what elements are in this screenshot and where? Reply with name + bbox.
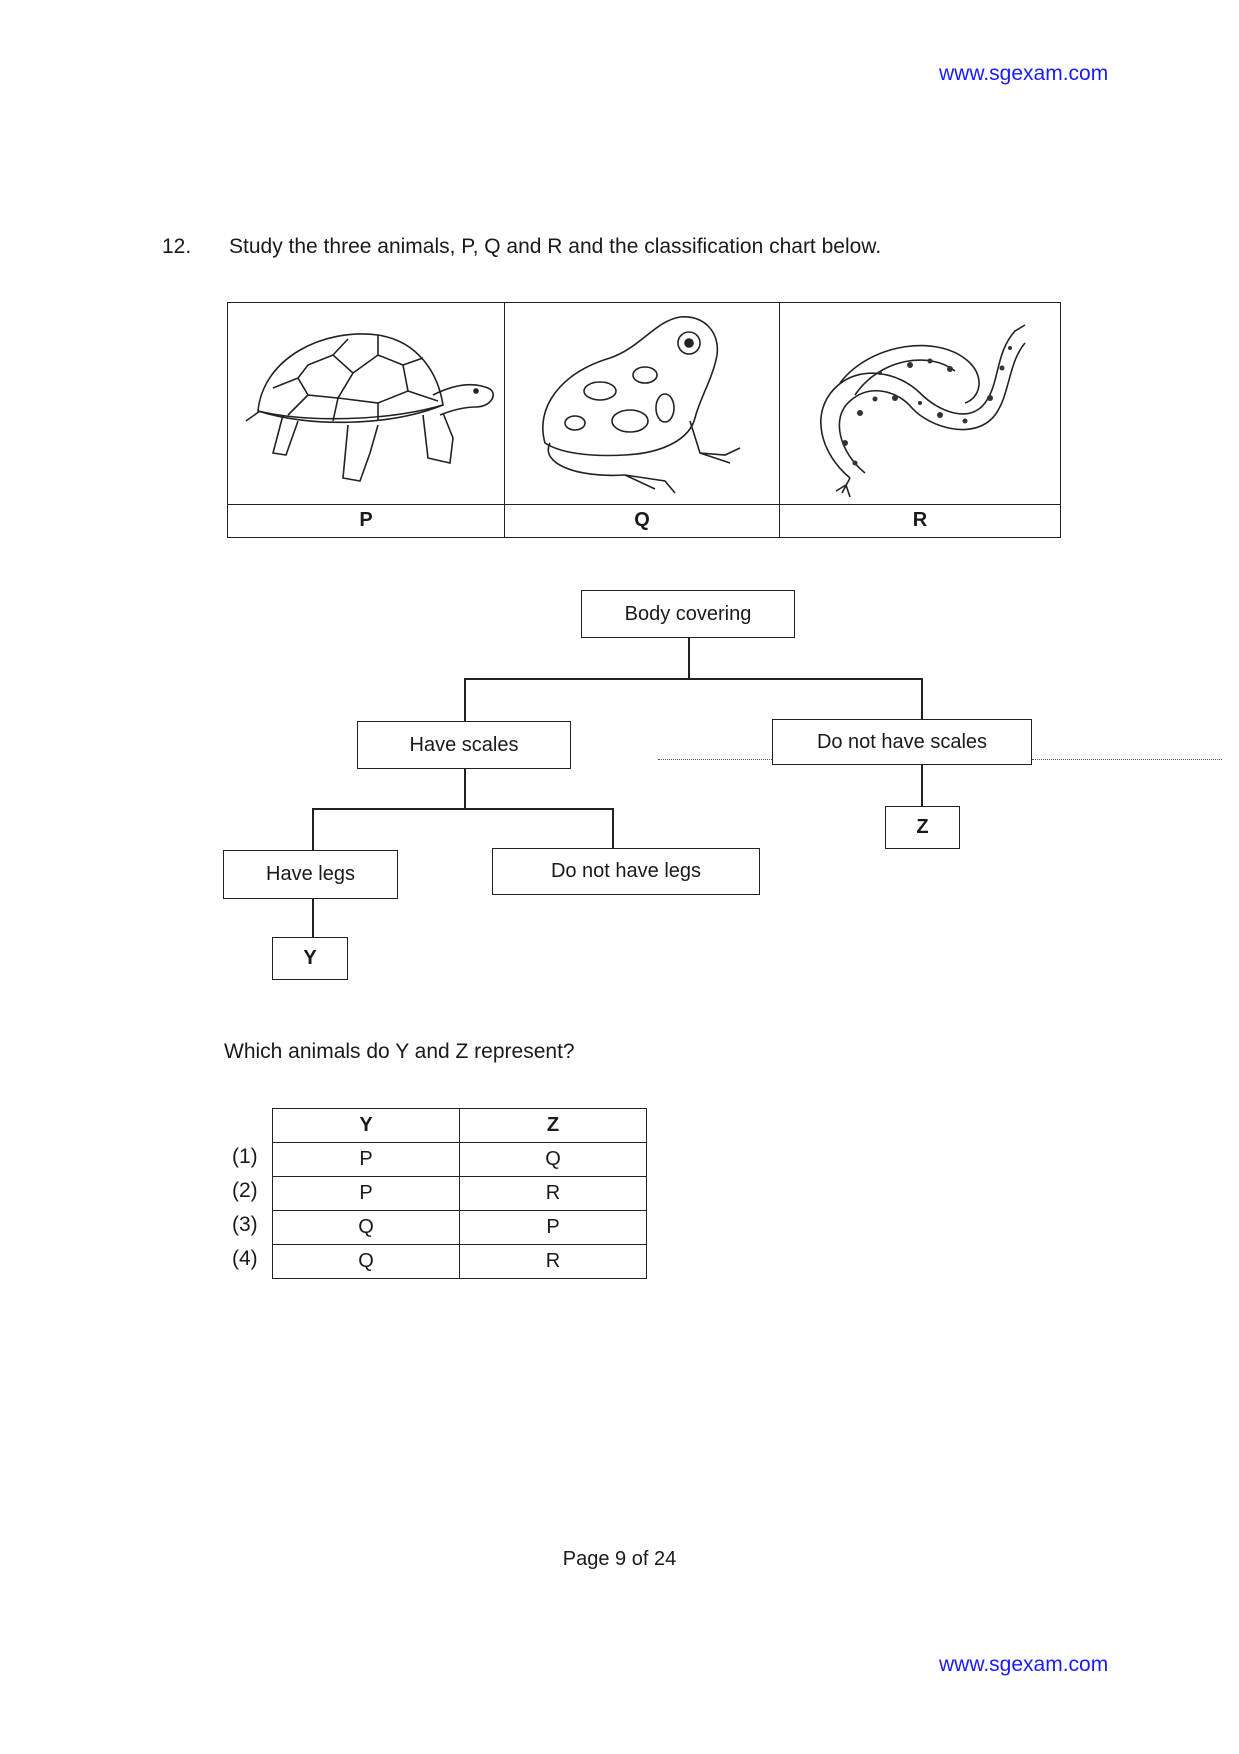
tortoise-icon <box>228 303 504 505</box>
animal-cell-r <box>780 303 1060 537</box>
chart-connector <box>464 769 466 809</box>
dotted-line <box>1032 759 1222 760</box>
chart-connector <box>312 899 314 938</box>
chart-connector <box>688 638 690 678</box>
chart-node-have-scales: Have scales <box>357 721 571 769</box>
animal-cell-p <box>228 303 505 537</box>
chart-node-no-scales: Do not have scales <box>772 719 1032 765</box>
table-header-row <box>273 1109 647 1143</box>
table-row <box>273 1245 647 1279</box>
chart-connector <box>464 678 466 722</box>
cell-y: P <box>273 1177 460 1211</box>
option-label: (3) <box>232 1213 258 1236</box>
question-prompt: Which animals do Y and Z represent? <box>224 1040 575 1063</box>
question-text: Study the three animals, P, Q and R and the classification chart below. <box>229 235 882 258</box>
animal-label-r: R <box>912 509 928 531</box>
chart-connector <box>312 808 314 850</box>
animal-label-p: P <box>359 509 373 531</box>
chart-node-no-legs: Do not have legs <box>492 848 760 895</box>
watermark-top: www.sgexam.com <box>939 62 1109 85</box>
snake-icon <box>780 303 1060 505</box>
cell-y: Q <box>273 1211 460 1245</box>
cell-z: R <box>460 1177 647 1211</box>
column-header-z: Z <box>460 1109 647 1143</box>
question-number: 12. <box>162 235 192 258</box>
answer-table <box>272 1108 647 1279</box>
cell-y: P <box>273 1143 460 1177</box>
table-row <box>273 1211 647 1245</box>
chart-connector <box>312 808 613 810</box>
animal-label-q: Q <box>634 509 650 531</box>
animal-table <box>227 302 1061 538</box>
frog-icon <box>505 303 779 505</box>
cell-z: Q <box>460 1143 647 1177</box>
cell-y: Q <box>273 1245 460 1279</box>
table-row <box>273 1143 647 1177</box>
option-label: (4) <box>232 1247 258 1270</box>
chart-connector <box>612 808 614 848</box>
animal-cell-q <box>505 303 780 537</box>
watermark-bottom: www.sgexam.com <box>939 1653 1109 1676</box>
chart-node-body-covering: Body covering <box>581 590 795 638</box>
chart-node-have-legs: Have legs <box>223 850 398 899</box>
chart-connector <box>921 765 923 807</box>
cell-z: P <box>460 1211 647 1245</box>
page-number: Page 9 of 24 <box>562 1548 677 1570</box>
cell-z: R <box>460 1245 647 1279</box>
option-label: (1) <box>232 1145 258 1168</box>
dotted-line <box>658 759 772 760</box>
chart-connector <box>464 678 922 680</box>
table-row <box>273 1177 647 1211</box>
column-header-y: Y <box>273 1109 460 1143</box>
chart-connector <box>921 678 923 720</box>
option-label: (2) <box>232 1179 258 1202</box>
chart-node-z: Z <box>885 806 960 849</box>
chart-node-y: Y <box>272 937 348 980</box>
